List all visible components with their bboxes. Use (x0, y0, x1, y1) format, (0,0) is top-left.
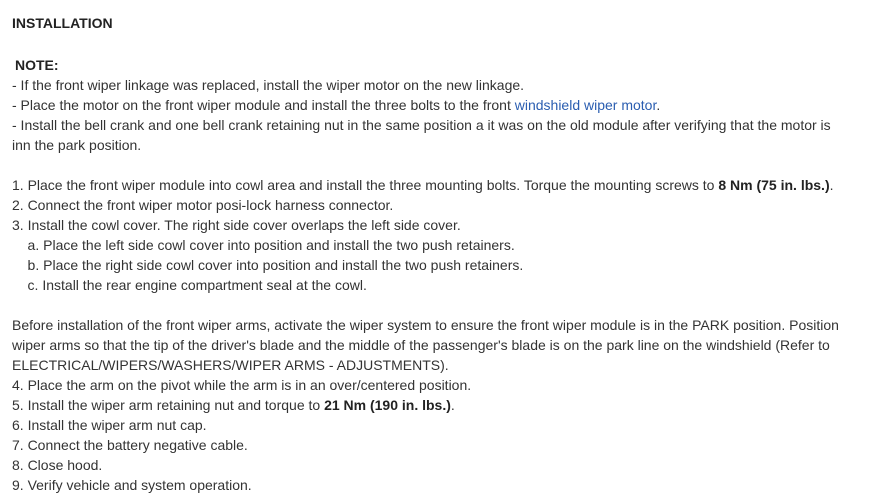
section-title: INSTALLATION (12, 15, 113, 31)
wiper-arm-paragraph-line-1: Before installation of the front wiper arms, activate the wiper system to ensure the front wiper module is in the PARK position. Position (12, 317, 839, 333)
note-bullet-2 (12, 95, 660, 115)
note-label: NOTE: (15, 57, 59, 73)
note-bullet-2-end: . (656, 97, 661, 113)
step-3: 3. Install the cowl cover. The right side cover overlaps the left side cover. (12, 217, 461, 233)
step-1-end: . (829, 177, 834, 193)
step-2: 2. Connect the front wiper motor posi-lock harness connector. (12, 197, 394, 213)
note-bullet-2-text: - Place the motor on the front wiper module and install the three bolts to the front (12, 97, 515, 113)
note-bullet-3-line-2: inn the park position. (12, 137, 142, 153)
step-1-text: 1. Place the front wiper module into cowl area and install the three mounting bolts. Torque the mounting screws to (12, 177, 719, 193)
step-7: 7. Connect the battery negative cable. (12, 437, 248, 453)
step-5-torque: 21 Nm (190 in. lbs.) (324, 397, 451, 413)
wiper-arm-paragraph-line-2: wiper arms so that the tip of the driver's blade and the middle of the passenger's blade is on the park line on the windshield (Refer to (12, 337, 830, 353)
step-1-torque: 8 Nm (75 in. lbs.) (718, 177, 830, 193)
windshield-wiper-motor-link[interactable]: windshield wiper motor (514, 97, 657, 113)
step-3c: c. Install the rear engine compartment seal at the cowl. (12, 277, 367, 293)
wiper-arm-paragraph-line-3: ELECTRICAL/WIPERS/WASHERS/WIPER ARMS - ADJUSTMENTS). (12, 357, 449, 373)
step-1 (12, 175, 834, 195)
step-4: 4. Place the arm on the pivot while the arm is in an over/centered position. (12, 377, 472, 393)
step-5-end: . (450, 397, 455, 413)
step-3a: a. Place the left side cowl cover into position and install the two push retainers. (12, 237, 515, 253)
step-6: 6. Install the wiper arm nut cap. (12, 417, 207, 433)
note-bullet-1: - If the front wiper linkage was replaced, install the wiper motor on the new linkage. (12, 77, 525, 93)
step-5 (12, 395, 455, 415)
note-bullet-3-line-1: - Install the bell crank and one bell crank retaining nut in the same position a it was on the old module after verifying that the motor is (12, 117, 831, 133)
step-3b: b. Place the right side cowl cover into position and install the two push retainers. (12, 257, 524, 273)
step-9: 9. Verify vehicle and system operation. (12, 477, 252, 493)
step-5-text: 5. Install the wiper arm retaining nut and torque to (12, 397, 325, 413)
step-8: 8. Close hood. (12, 457, 103, 473)
